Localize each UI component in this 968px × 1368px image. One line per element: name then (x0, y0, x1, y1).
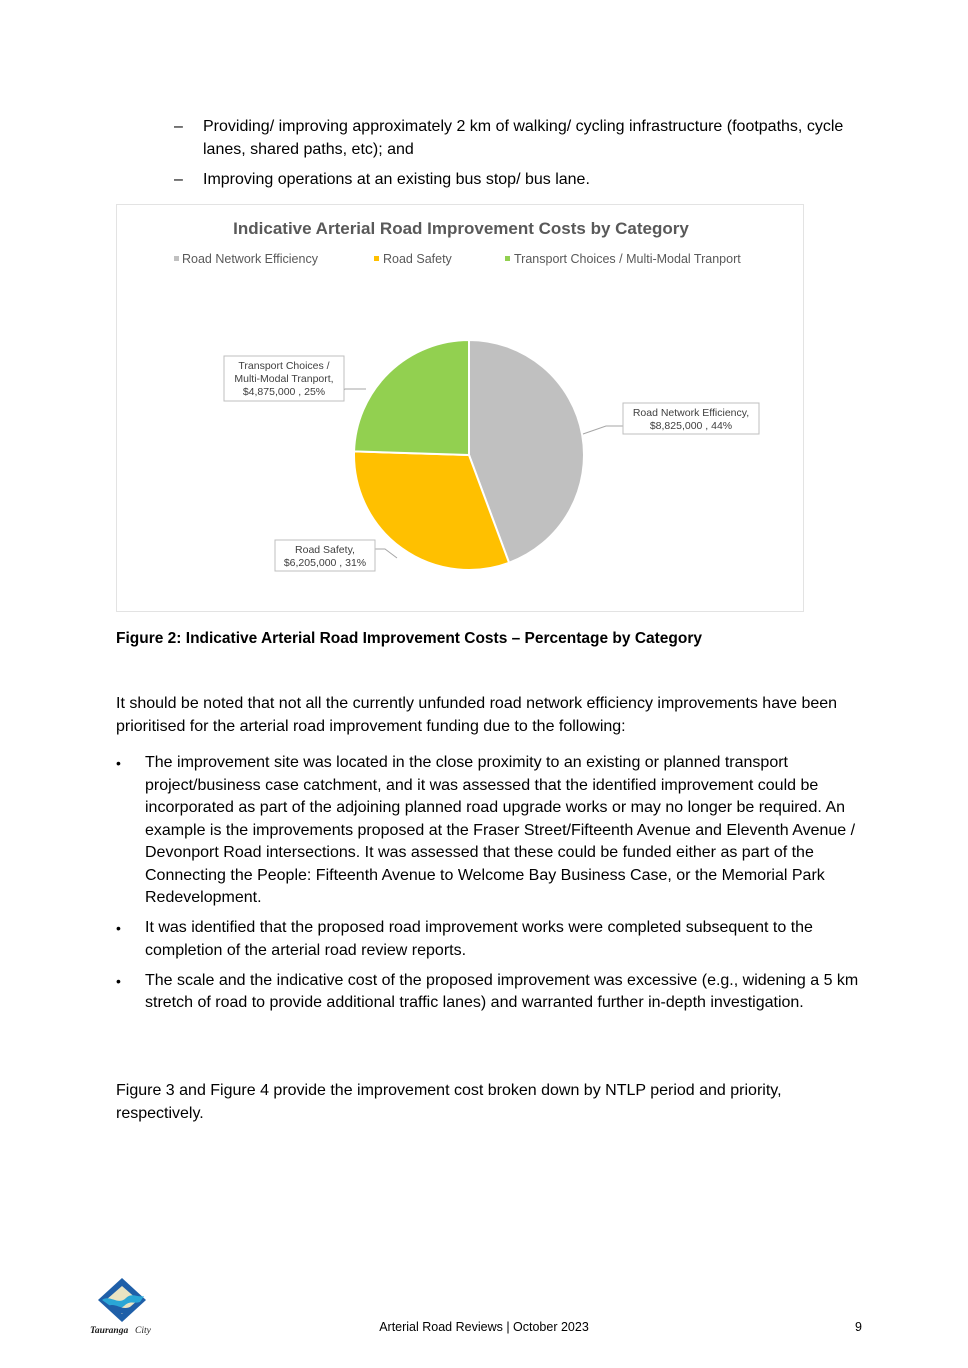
bullet-marker: • (116, 920, 121, 936)
bullet-marker: • (116, 972, 121, 989)
data-label-transport-choices-line-1: Transport Choices / (238, 360, 330, 372)
list-item: • The scale and the indicative cost of the proposed improvement was excessive (e.g., widening a 5 km stretch of road to provide additional traffic lanes) and warranted further in-depth investigation. (116, 971, 859, 1011)
leader-line-transport-choices (343, 389, 366, 391)
legend-label-transport-choices: Transport Choices / Multi-Modal Tranport (514, 252, 741, 266)
data-label-value-road-network-efficiency: $8,825,000 , 44% (649, 420, 733, 432)
bullet-list (116, 752, 868, 1022)
page-number: 9 (855, 1320, 862, 1334)
bullet-marker: • (116, 755, 121, 771)
data-label-road-safety: Road Safety, (295, 544, 355, 556)
pie-slice-transport-choices (354, 340, 469, 455)
list-item: • It was identified that the proposed road improvement works were completed subsequent to the completion of the arterial road review reports. (116, 919, 813, 959)
list-item: – Improving operations at an existing bus stop/ bus lane. (174, 169, 864, 192)
data-label-road-network-efficiency: Road Network Efficiency, (632, 407, 750, 419)
list-item: – Providing/ improving approximately 2 km of walking/ cycling infrastructure (footpaths, cycle lanes, shared paths, etc); and (174, 118, 844, 158)
body-paragraph: It should be noted that not all the currently unfunded road network efficiency improvements have been prioritised for the arterial road improvement funding due to the following: (116, 695, 838, 735)
data-label-value-road-safety: $6,205,000 , 31% (283, 557, 367, 569)
body-paragraph-2: Figure 3 and Figure 4 provide the improvement cost broken down by NTLP period and priority, respectively. (116, 1082, 782, 1122)
legend-swatch-road-safety (374, 256, 379, 261)
pie-chart-svg (117, 205, 805, 613)
legend-label-road-network-efficiency: Road Network Efficiency (182, 252, 318, 266)
figure-caption: Figure 2: Indicative Arterial Road Improvement Costs – Percentage by Category (116, 630, 703, 647)
list-item: • The improvement site was located in the close proximity to an existing or planned transport project/business case catchment, and it was assessed that the identified improvement could be incorporated as part of the adjoining planned road upgrade works or may no longer be required. An example is the improvements proposed at the Fraser Street/Fifteenth Avenue and Eleventh Avenue / Devonport Road intersections. It was assessed that these could be funded either as part of the Connecting the People: Fifteenth Avenue to Welcome Bay Business Case, or the Memorial Park Redevelopment. (116, 754, 856, 906)
leader-line-road-network-efficiency (583, 426, 623, 434)
svg-text:City: City (135, 1326, 151, 1336)
leader-line-road-safety (375, 549, 397, 558)
footer-text: Arterial Road Reviews | October 2023 (379, 1320, 589, 1334)
data-label-transport-choices-line-2: Multi-Modal Tranport, (234, 373, 334, 385)
chart-title: Indicative Arterial Road Improvement Costs by Category (233, 219, 689, 238)
svg-text:Tauranga: Tauranga (90, 1326, 129, 1336)
dash-marker: – (174, 118, 183, 135)
dash-list (174, 116, 864, 199)
dash-marker: – (174, 170, 183, 188)
legend-swatch-transport-choices (505, 256, 510, 261)
pie-chart (116, 204, 804, 612)
data-label-value-transport-choices: $4,875,000 , 25% (242, 386, 326, 398)
legend-swatch-road-network-efficiency (174, 256, 179, 261)
legend-label-road-safety: Road Safety (383, 252, 452, 266)
